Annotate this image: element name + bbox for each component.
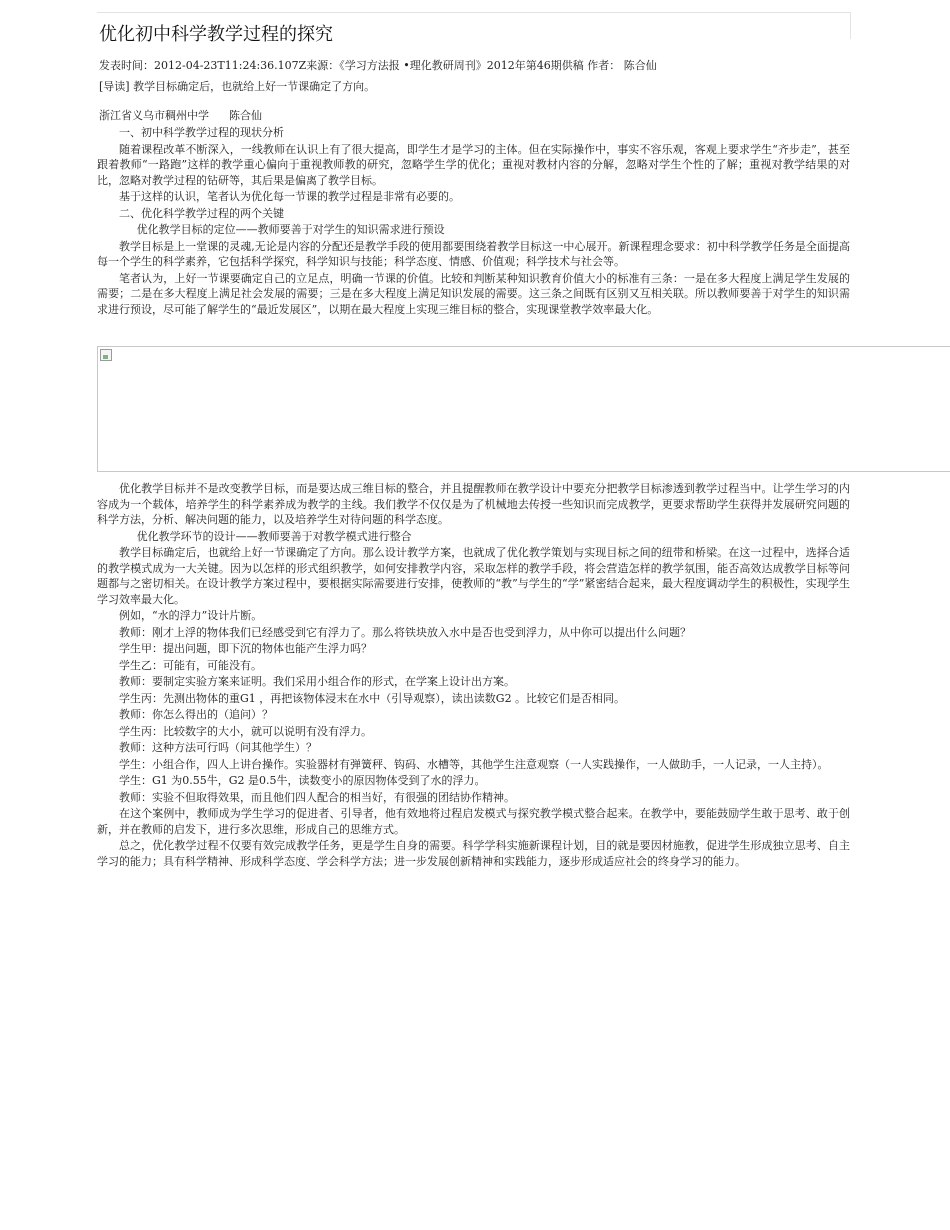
paragraph: 教学目标确定后，也就给上好一节课确定了方向。那么设计教学方案，也就成了优化教学策划与实现目标之间的纽带和桥梁。在这一过程中，选择合适的教学模式成为一大关键。因为以怎样的形式组织教学，如何安排教学内容，采取怎样的教学手段，将会营造怎样的教学氛围，能否高效达成教学目标等问题都与之密切相关。在设计教学方案过程中，要根据实际需要进行安排，使教师的“教”与学生的“学”紧密结合起来，最大程度调动学生的积极性，实现学生学习效率最大化。 — [97, 546, 850, 606]
dialogue-line: 学生丙：比较数字的大小，就可以说明有没有浮力。 — [119, 724, 372, 738]
paragraph: 教学目标是上一堂课的灵魂,无论是内容的分配还是教学手段的使用都要围绕着教学目标这一中心展开。新课程理念要求：初中科学教学任务是全面提高每一个学生的科学素养，它包括科学探究，科学知识与技能；科学态度、情感、价值观；科学技术与社会等。 — [97, 239, 850, 268]
paragraph: 在这个案例中，教师成为学生学习的促进者、引导者，他有效地将过程启发模式与探究教学模式整合起来。在教学中，要能鼓励学生敢于思考、敢于创新，并在教师的启发下，进行多次思维，形成自己的思维方式。 — [97, 807, 850, 836]
dialogue-line: 教师：要制定实验方案来证明。我们采用小组合作的形式，在学案上设计出方案。 — [119, 675, 515, 688]
dialogue-line: 教师：这种方法可行吗（问其他学生）？ — [119, 741, 317, 754]
article-figure — [97, 346, 950, 472]
section-heading-1: 一、初中科学教学过程的现状分析 — [119, 126, 284, 139]
article-intro: [导读] 教学目标确定后，也就给上好一节课确定了方向。 — [99, 80, 376, 93]
dialogue-line: 学生丙：先测出物体的重G1 ，再把该物体浸末在水中（引导观察），读出读数G2 。比较它们是否相同。 — [119, 691, 626, 705]
dialogue-line: 学生乙：可能有，可能没有。 — [119, 658, 262, 672]
author-line — [99, 108, 282, 124]
paragraph: 优化教学目标并不是改变教学目标，而是要达成三维目标的整合，并且提醒教师在教学设计中要充分把教学目标渗透到教学过程当中。让学生学习的内容成为一个载体，培养学生的科学素养成为教学的主线。我们教学不仅仅是为了机械地去传授一些知识而完成教学，更要求帮助学生获得并发展研究问题的科学方法，分析、解决问题的能力，以及培养学生对待问题的科学态度。 — [97, 482, 850, 526]
dialogue-line: 教师：实验不但取得效果，而且他们四人配合的相当好，有很强的团结协作精神。 — [119, 790, 515, 804]
article-meta: 发表时间：2012-04-23T11:24:36.107Z来源：《学习方法报 •理化教研周刊》2012年第46期供稿 作者： 陈合仙 — [99, 59, 657, 72]
article-body-part-2 — [97, 481, 850, 870]
subsection-heading-1: 优化教学目标的定位——教师要善于对学生的知识需求进行预设 — [136, 223, 445, 236]
paragraph: 随着课程改革不断深入，一线教师在认识上有了很大提高，即学生才是学习的主体。但在实际操作中，事实不容乐观，客观上要求学生“齐步走”，甚至跟着教师“一路跑”这样的教学重心偏向于重视教师教的研究，忽略学生学的优化；重视对教材内容的分解，忽略对学生个性的了解；重视对教学结果的对比，忽略对教学过程的钻研等，其后果是偏离了教学目标。 — [97, 142, 850, 187]
dialogue-line: 学生：G1 为0.55牛，G2 是0.5牛，读数变小的原因物体受到了水的浮力。 — [119, 774, 486, 787]
article-title: 优化初中科学教学过程的探究 — [99, 24, 333, 46]
dialogue-line: 教师：你怎么得出的（追问）？ — [119, 708, 273, 721]
dialogue-line: 学生甲：提出问题，即下沉的物体也能产生浮力吗？ — [119, 642, 372, 655]
subsection-heading-2: 优化教学环节的设计——教师要善于对教学模式进行整合 — [136, 529, 412, 543]
paragraph: 总之，优化教学过程不仅要有效完成教学任务，更是学生自身的需要。科学学科实施新课程计划，目的就是要因材施教，促进学生形成独立思考、自主学习的能力；具有科学精神、形成科学态度、学会科学方法；进一步发展创新精神和实践能力，逐步形成适应社会的终身学习的能力。 — [97, 839, 850, 868]
paragraph: 基于这样的认识，笔者认为优化每一节课的教学过程是非常有必要的。 — [119, 190, 460, 203]
article-body-part-1 — [97, 125, 850, 318]
section-heading-2: 二、优化科学教学过程的两个关键 — [119, 206, 284, 220]
dialogue-line: 学生：小组合作，四人上讲台操作。实验器材有弹簧秤、钩码、水槽等，其他学生注意观察（一人实践操作，一人做助手，一人记录，一人主持）。 — [119, 757, 829, 771]
dialogue-line: 教师：刚才上浮的物体我们已经感受到它有浮力了。那么将铁块放入水中是否也受到浮力，从中你可以提出什么问题？ — [119, 625, 691, 639]
paragraph: 笔者认为，上好一节课要确定自己的立足点，明确一节课的价值。比较和判断某种知识教育价值大小的标准有三条：一是在多大程度上满足学生发展的需要；二是在多大程度上满足社会发展的需要；三是在多大程度上满足知识发展的需要。这三条之间既有区别又互相关联。所以教师要善于对学生的知识需求进行预设，尽可能了解学生的“最近发展区”，以期在最大程度上实现三维目标的整合，实现课堂教学效率最大化。 — [97, 271, 850, 316]
broken-image-icon — [100, 349, 112, 361]
author-name: 陈合仙 — [229, 109, 262, 122]
author-school: 浙江省义乌市稠州中学 — [99, 109, 209, 122]
paragraph: 例如，“水的浮力”设计片断。 — [119, 609, 263, 622]
